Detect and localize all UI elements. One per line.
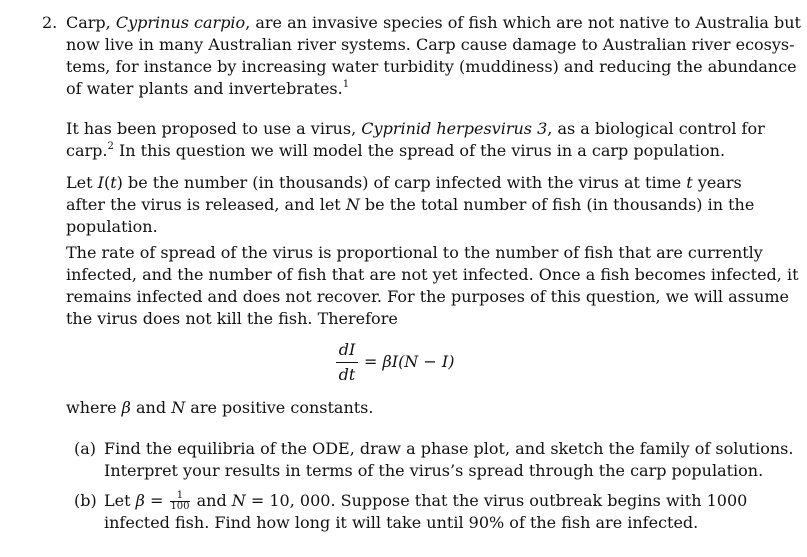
line [66,140,756,162]
variable-t: t [686,173,693,192]
text: In this question we will model the spread of the virus in a carp population. [113,141,726,160]
variable-beta: β [121,398,131,417]
line: now live in many Australian river systems. Carp cause damage to Australian river ecosys- [66,35,795,54]
derivative-fraction [336,340,358,385]
text: ( [103,173,111,192]
text: , are an invasive species of fish which are not native to Australia but [245,13,801,32]
line: infected, and the number of fish that are not yet infected. Once a fish becomes infected, it [66,265,799,284]
text: = 10, 000. Suppose that the virus outbreak begins with 1000 [245,491,748,510]
text: Carp, [66,13,116,32]
line [66,194,756,216]
numerator: 1 [170,491,189,502]
virus-name: Cyprinid herpesvirus 3 [361,119,548,138]
text: after the virus is released, and let [66,195,346,214]
variable-beta: β [135,491,145,510]
text: and [130,398,172,417]
text: years [692,173,742,192]
line [66,172,756,194]
text: = [144,491,169,510]
text: be the total number of fish (in thousands) in the [359,195,755,214]
line: The rate of spread of the virus is proportional to the number of fish that are currently [66,243,763,262]
text: , as a biological control for [547,119,765,138]
part-a-body [104,438,794,482]
text: of water plants and invertebrates. [66,79,343,98]
text: and [191,491,232,510]
line: Interpret your results in terms of the virus’s spread through the carp population. [104,461,764,480]
line [104,490,754,512]
constants-paragraph [66,397,756,419]
line: tems, for instance by increasing water turbidity (muddiness) and reducing the abundance [66,57,797,76]
text: Let [104,491,136,510]
text: It has been proposed to use a virus, [66,119,362,138]
line: the virus does not kill the fish. Therefore [66,309,398,328]
line: infected fish. Find how long it will take until 90% of the fish are infected. [104,513,699,532]
line: remains infected and does not recover. For the purposes of this question, we will assume [66,287,789,306]
variable-t: t [110,173,117,192]
beta-fraction [170,491,189,512]
fraction-bar [336,362,358,363]
line [66,118,765,140]
variable-N: N [345,195,360,214]
definition-paragraph [66,172,756,238]
part-b-label: (b) [74,491,97,510]
denominator: dt [338,365,356,384]
denominator: 100 [170,501,190,512]
line: population. [66,217,158,236]
species-name: Cyprinus carpio [115,13,246,32]
text: are positive constants. [185,398,374,417]
line: Find the equilibria of the ODE, draw a phase plot, and sketch the family of solutions. [104,439,794,458]
rate-paragraph [66,242,799,330]
ode-equation [330,340,530,390]
text: ) be the number (in thousands) of carp infected with the virus at time [116,173,687,192]
text: Let [66,173,98,192]
numerator: dI [338,340,356,359]
text: carp. [66,141,108,160]
virus-paragraph [66,118,765,162]
variable-I: I [97,173,104,192]
line [66,397,756,419]
footnote-marker: 1 [342,79,350,90]
part-b-body [104,490,754,534]
line [66,78,756,100]
question-number: 2. [42,13,58,32]
variable-N: N [231,491,246,510]
variable-N: N [171,398,186,417]
line [66,12,801,34]
equation-rhs: = βI(N − I) [364,352,455,371]
intro-paragraph [66,12,801,100]
part-a-label: (a) [74,439,97,458]
footnote-marker: 2 [107,141,114,152]
text: where [66,398,122,417]
